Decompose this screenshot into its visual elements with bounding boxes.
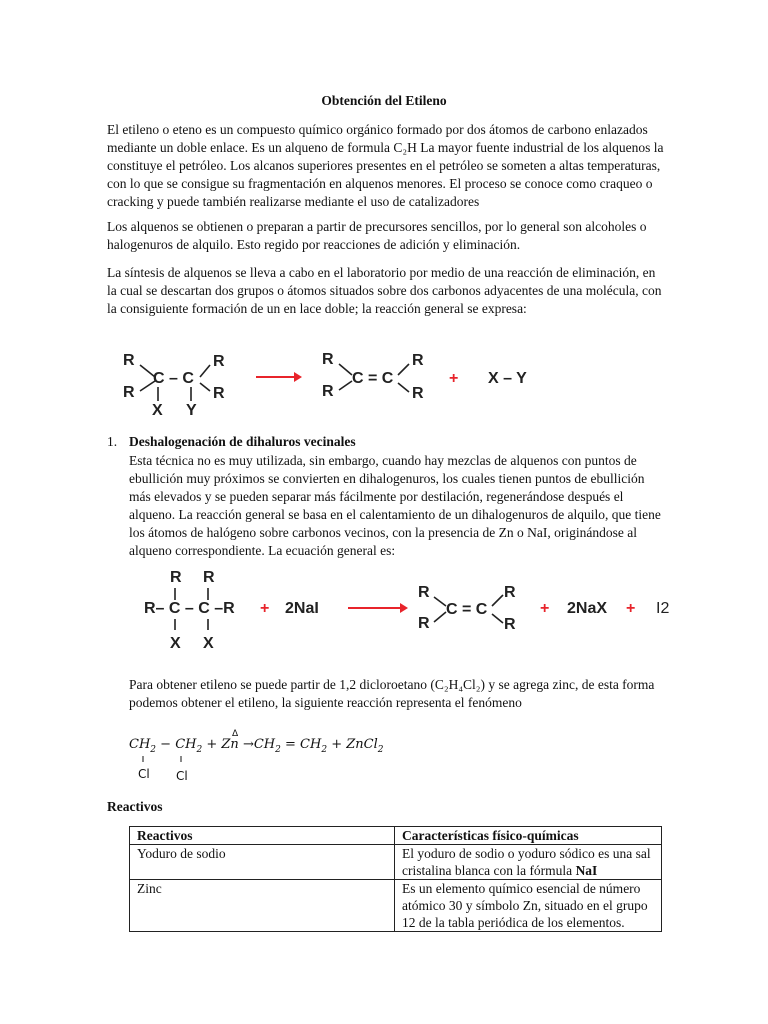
r-group: R: [213, 385, 225, 402]
arrow-head-icon: [400, 603, 408, 613]
byproduct-nax: 2NaX: [567, 600, 608, 617]
r-group: R: [322, 383, 334, 400]
reagents-table: [129, 826, 662, 932]
ethylene-equation: [129, 726, 429, 786]
plus-sign: +: [260, 600, 270, 617]
r-group: R: [213, 353, 225, 370]
r-group: R: [123, 384, 135, 401]
reactivos-heading: Reactivos: [107, 799, 163, 814]
arrow-head-icon: [294, 372, 302, 382]
table-row: [130, 845, 662, 880]
r-group: R: [203, 569, 215, 586]
r-group: R: [170, 569, 182, 586]
table-cell: Yoduro de sodio: [130, 845, 395, 880]
table-header-row: [130, 827, 662, 845]
section-heading: Deshalogenación de dihaluros vecinales: [129, 434, 356, 449]
heat-symbol: Δ: [232, 729, 239, 739]
alkene-product: C = C: [446, 601, 488, 618]
table-header: Reactivos: [130, 827, 395, 845]
r-group: R: [504, 584, 516, 601]
r-group: R: [412, 352, 424, 369]
dihalide-chain: R– C – C –R: [144, 600, 235, 617]
byproduct-xy: X – Y: [488, 370, 527, 387]
plus-sign: +: [449, 370, 459, 387]
r-group: R: [418, 615, 430, 632]
equation-svg: [129, 726, 429, 786]
x-substituent: X: [170, 635, 181, 652]
chlorine-label: Cl: [176, 769, 188, 783]
r-group: R: [322, 351, 334, 368]
intro-paragraph-1: El etileno o eteno es un compuesto químico orgánico formado por dos átomos de carbono enlazados mediante un doble enlace. Es un alqueno de formula C₂H La mayor fuente industrial de los alquenos la constituye el petróleo. Los alcanos superiores presentes en el petróleo se someten a altas temperaturas, con lo que se consigue su fragmentación en alquenos menores. El proceso se conoce como craqueo o cracking y puede también realizarse mediante el uso de catalizadores: [107, 122, 664, 209]
table-header: Características físico-químicas: [395, 827, 662, 845]
plus-sign: +: [540, 600, 550, 617]
section-number: 1.: [107, 434, 118, 449]
intro-paragraph-2: Los alquenos se obtienen o preparan a partir de precursores sencillos, por lo general son alcoholes o halogenuros de alquilo. Esto regido por reacciones de adición y eliminación.: [107, 219, 647, 252]
ethylene-paragraph: Para obtener etileno se puede partir de 1,2 dicloroetano (C₂H₄Cl₂) y se agrega zinc, de esta forma podemos obtener el etileno, la siguiente reacción representa el fenómeno: [129, 677, 655, 710]
r-group: R: [123, 352, 135, 369]
general-elimination-reaction: [118, 345, 538, 420]
dehalogenation-reaction: [140, 566, 685, 652]
equation-text: $CH_2 - CH_2 + Zn \to CH_2 = CH_2$ + ZnCl$_2$: [129, 737, 384, 755]
alkene-product: C = C: [352, 370, 394, 387]
chlorine-label: Cl: [138, 767, 150, 781]
byproduct-iodine: I2: [656, 600, 670, 617]
r-group: R: [418, 584, 430, 601]
r-group: R: [504, 616, 516, 633]
page-title: Obtención del Etileno: [321, 93, 447, 108]
plus-sign: +: [626, 600, 636, 617]
x-substituent: X: [203, 635, 214, 652]
section-paragraph: Esta técnica no es muy utilizada, sin embargo, cuando hay mezclas de alquenos con puntos de ebullición muy próximos se convierten en dihalogenuros, los cuales tienen puntos de ebullición más elevados y se pueden separar más fácilmente por destilación, regenerándose después el alqueno. La reacción general se basa en el calentamiento de un dihalogenuros de alquilo, que tiene los átomos de halógeno sobre carbonos vecinos, con la presencia de Zn o NaI, originándose al alqueno correspondiente. La ecuación general es:: [129, 453, 661, 558]
x-substituent: X: [152, 402, 163, 419]
table-cell: Zinc: [130, 880, 395, 932]
table-cell: El yoduro de sodio o yoduro sódico es una sal cristalina blanca con la fórmula NaI: [395, 845, 662, 880]
r-group: R: [412, 385, 424, 402]
table-cell: Es un elemento químico esencial de número atómico 30 y símbolo Zn, situado en el grupo 12 de la tabla periódica de los elementos.: [395, 880, 662, 932]
intro-paragraph-3: La síntesis de alquenos se lleva a cabo en el laboratorio por medio de una reacción de eliminación, en la cual se descartan dos grupos o átomos situados sobre dos carbonos adyacentes de una molécula, con la consiguiente formación de un en lace doble; la reacción general se expresa:: [107, 265, 662, 316]
table-row: [130, 880, 662, 932]
carbon-chain: C – C: [153, 370, 194, 387]
reagent-nai: 2NaI: [285, 600, 319, 617]
y-substituent: Y: [186, 402, 197, 419]
